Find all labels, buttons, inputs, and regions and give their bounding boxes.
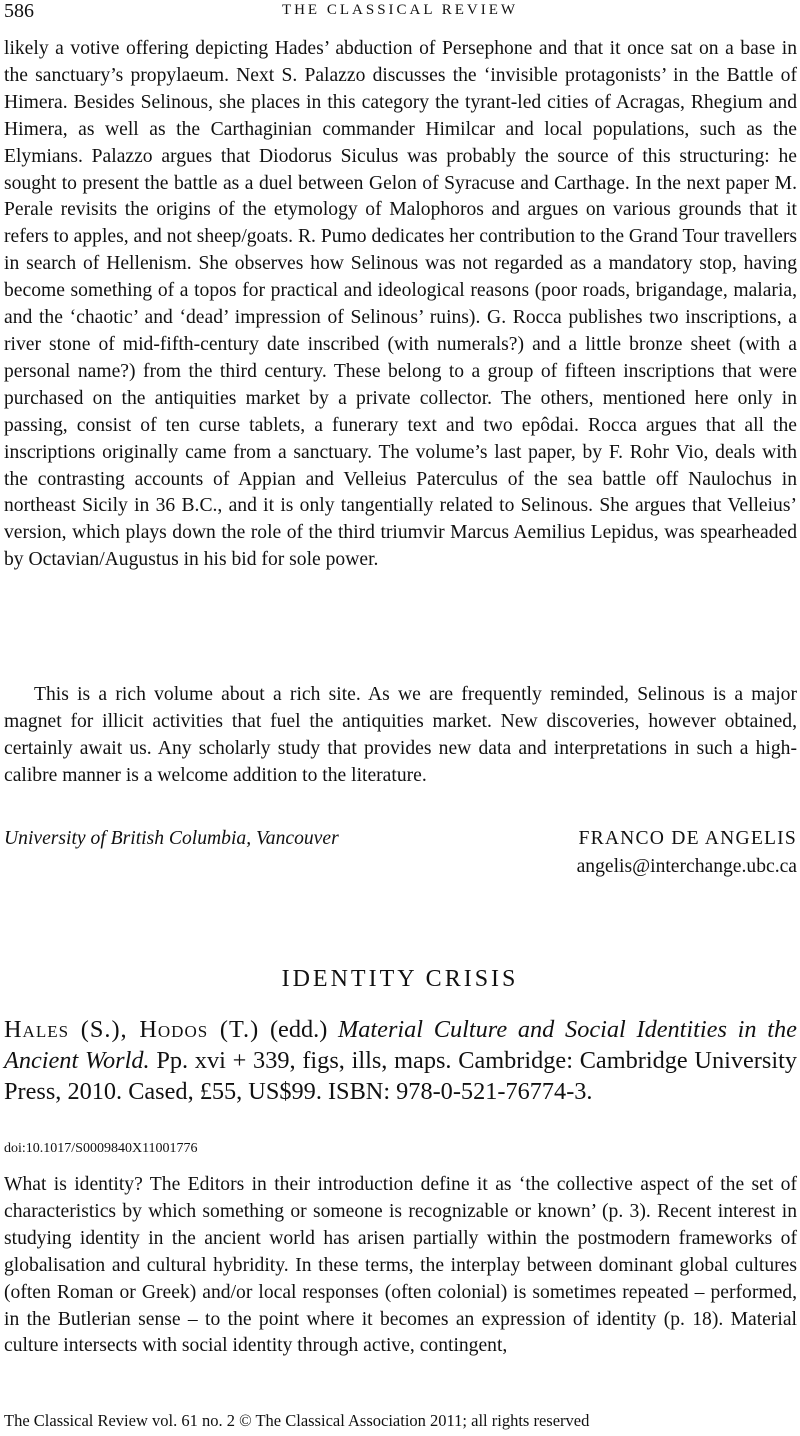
- editors-note: (edd.): [269, 1016, 328, 1043]
- book-authors: Hales (S.), Hodos (T.): [4, 1016, 260, 1043]
- bibliographic-entry: [4, 1014, 797, 1107]
- review-title: IDENTITY CRISIS: [281, 966, 519, 992]
- book-details: Pp. xvi + 339, figs, ills, maps. Cambridge: Cambridge University Press, 2010. Cased, £55, US$99. ISBN: 978-0-521-76774-3.: [4, 1047, 798, 1105]
- review-opening-paragraph: [4, 1172, 797, 1360]
- page-header: [4, 0, 796, 24]
- doi-link[interactable]: doi:10.1017/S0009840X11001776: [4, 1141, 198, 1156]
- review-paragraph-continued: [4, 36, 797, 574]
- paragraph-text: This is a rich volume about a rich site. As we are frequently reminded, Selinous is a major magnet for illicit activities that fuel the antiquities market. New discoveries, however obtained, certainly await us. Any scholarly study that provides new data and interpretations in such a high-calibre manner is a welcome addition to the literature.: [4, 684, 797, 786]
- reviewer-affiliation: University of British Columbia, Vancouver: [4, 828, 339, 849]
- page-number: 586: [4, 0, 34, 22]
- book-title: Material Culture and Social Identities in the Ancient World.: [4, 1016, 797, 1074]
- reviewer-email[interactable]: angelis@interchange.ubc.ca: [576, 856, 797, 877]
- running-title: THE CLASSICAL REVIEW: [281, 2, 519, 18]
- paragraph-text: What is identity? The Editors in their introduction define it as ‘the collective aspect of the set of characteristics by which something or someone is recognizable or known’ (p. 3). Recent interest in studying identity in the ancient world has arisen partially within the postmodern frameworks of globalisation and cultural hybridity. In these terms, the interplay between dominant global cultures (often Roman or Greek) and/or local responses (often colonial) is sometimes repeated – performed, in the Butlerian sense – to the point where it becomes an expression of identity (p. 18). Material culture intersects with social identity through active, contingent,: [4, 1174, 797, 1357]
- page-footer: The Classical Review vol. 61 no. 2 © The Classical Association 2011; all rights reserved: [4, 1411, 590, 1430]
- paragraph-text: likely a votive offering depicting Hades’ abduction of Persephone and that it once sat on a base in the sanctuary’s propylaeum. Next S. Palazzo discusses the ‘invisible protagonists’ in the Battle of Himera. Besides Selinous, she places in this category the tyrant-led cities of Acragas, Rhegium and Himera, as well as the Carthaginian commander Himilcar and local populations, such as the Elymians. Palazzo argues that Diodorus Siculus was probably the source of this structuring: he sought to present the battle as a duel between Gelon of Syracuse and Carthage. In the next paper M. Perale revisits the origins of the etymology of Malophoros and argues on various grounds that it refers to apples, and not sheep/goats. R. Pumo dedicates her contribution to the Grand Tour travellers in search of Hellenism. She observes how Selinous was not regarded as a mandatory stop, having become something of a topos for practical and ideological reasons (poor roads, brigandage, malaria, and the ‘chaotic’ and ‘dead’ impression of Selinous’ ruins). G. Rocca publishes two inscriptions, a river stone of mid-fifth-century date inscribed (with numerals?) and a little bronze sheet (with a personal name?) from the third century. These belong to a group of fifteen inscriptions that were purchased on the antiquities market by a private collector. The others, mentioned here only in passing, consist of ten curse tablets, a funerary text and two epôdai. Rocca argues that all the inscriptions originally came from a sanctuary. The volume’s last paper, by F. Rohr Vio, deals with the contrasting accounts of Appian and Velleius Paterculus of the sea battle off Naulochus in northeast Sicily in 36 B.C., and it is only tangentially related to Selinous. She argues that Velleius’ version, which plays down the role of the third triumvir Marcus Aemilius Lepidus, was spearheaded by Octavian/Augustus in his bid for sole power.: [4, 38, 797, 571]
- review-concluding-paragraph: [4, 682, 797, 790]
- reviewer-name: FRANCO DE ANGELIS: [578, 828, 797, 849]
